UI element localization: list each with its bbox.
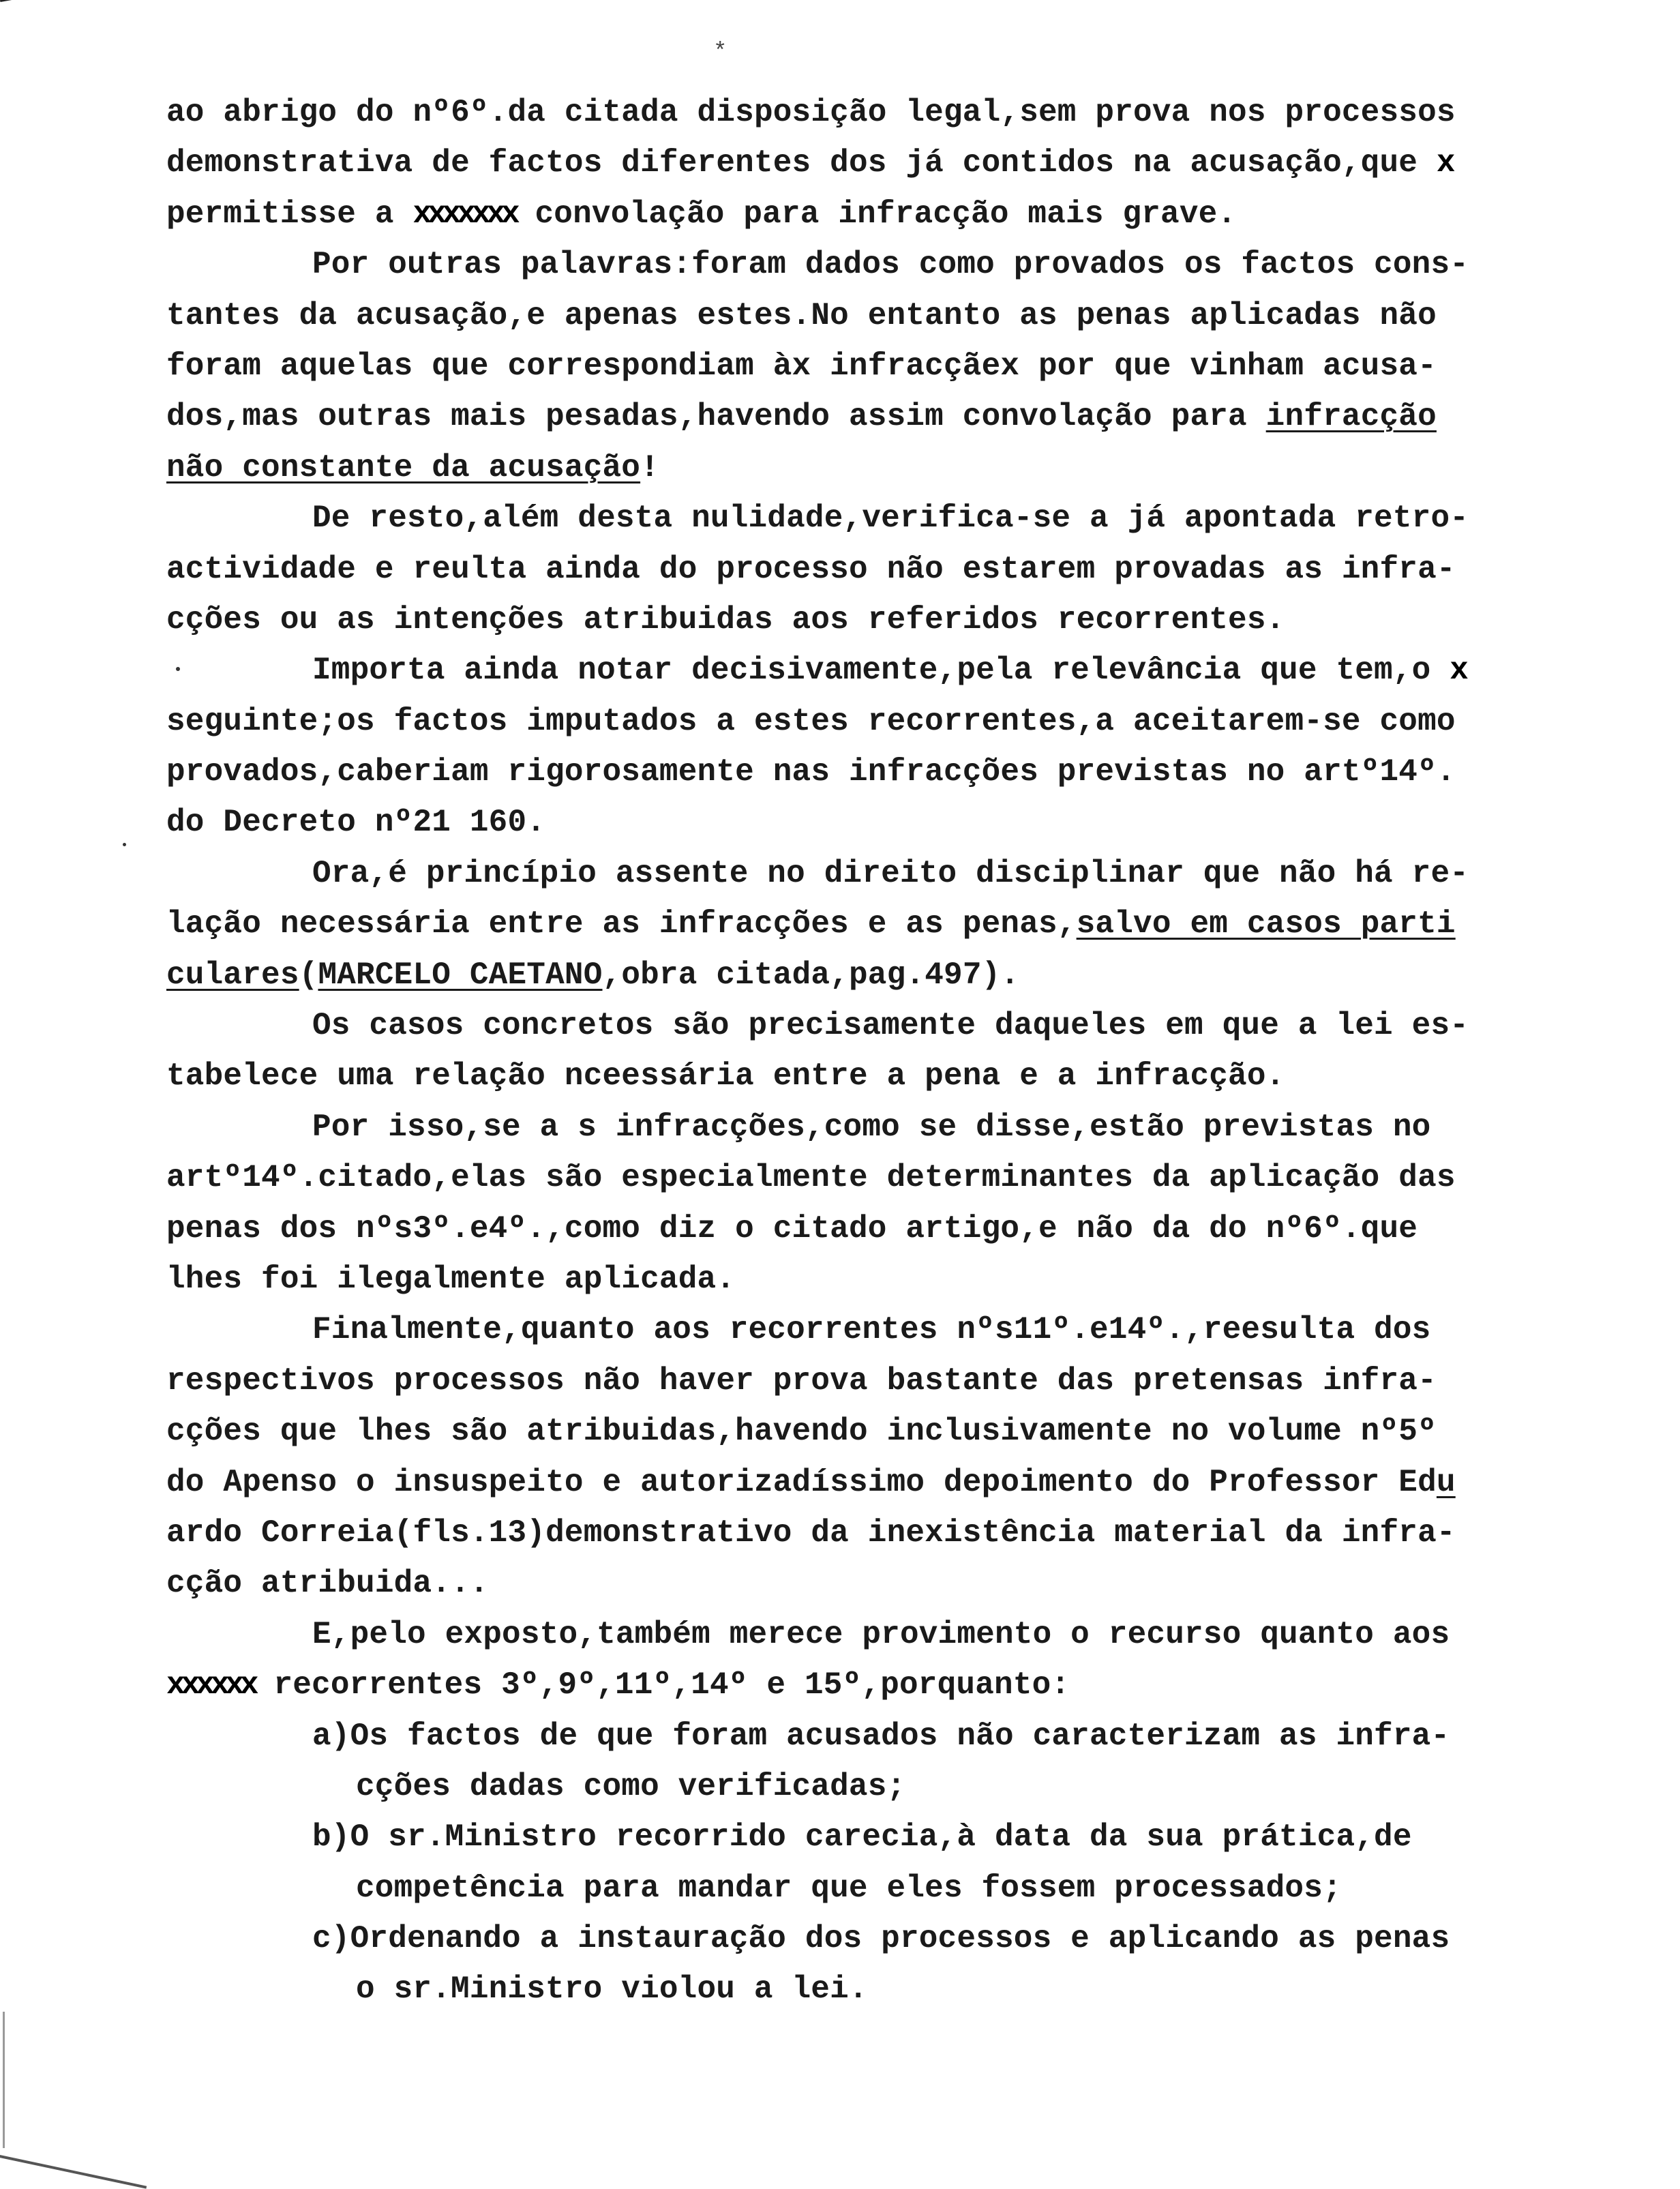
- text-line: [166, 696, 1591, 747]
- text-line: [166, 645, 1591, 696]
- line-text: recorrentes 3º,9º,11º,14º e 15º,porquanto:: [254, 1667, 1070, 1703]
- line-text: permitisse a: [166, 196, 413, 232]
- text-line: [166, 1204, 1591, 1254]
- page-mark: *: [713, 40, 728, 65]
- struck-out-text: x: [1436, 145, 1452, 181]
- line-text: Importa ainda notar decisivamente,pela relevância que tem,o: [312, 653, 1450, 689]
- scan-edge-mark: [3, 2012, 5, 2148]
- text-line: [166, 1254, 1591, 1305]
- text-line: [166, 797, 1591, 848]
- line-text: lação necessária entre as infracções e as penas,: [166, 906, 1077, 942]
- struck-out-text: xxxxxxx: [412, 196, 516, 232]
- line-text: (: [299, 957, 318, 993]
- line-text: ,obra citada,pag.497).: [602, 957, 1020, 993]
- text-line: [166, 848, 1591, 899]
- line-text: seguinte;os factos imputados a estes recorrentes,a aceitarem-se como: [166, 703, 1456, 739]
- struck-out-text: xxxxxx: [166, 1667, 255, 1703]
- text-line: [166, 138, 1591, 188]
- text-line: [166, 1152, 1591, 1203]
- line-text: o sr.Ministro violou a lei.: [356, 1971, 868, 2008]
- text-line: [166, 1964, 1591, 2014]
- line-text: Os casos concretos são precisamente daqueles em que a lei es-: [312, 1008, 1469, 1044]
- scan-corner-mark: [0, 0, 61, 2]
- text-line: [166, 1660, 1591, 1710]
- line-text: a)Os factos de que foram acusados não caracterizam as infra-: [312, 1718, 1450, 1754]
- line-text: ao abrigo do nº6º.da citada disposição legal,sem prova nos processos: [166, 95, 1456, 130]
- line-text: c)Ordenando a instauração dos processos e aplicando as penas: [312, 1921, 1450, 1957]
- text-line: [166, 87, 1591, 138]
- text-line: [166, 1863, 1591, 1913]
- line-text: tabelece uma relação nceessária entre a pena e a infracção.: [166, 1058, 1285, 1094]
- text-line: [166, 544, 1591, 595]
- line-text: foram aquelas que correspondiam àx infracçãex por que vinham acusa-: [166, 348, 1437, 384]
- text-line: [166, 1406, 1591, 1457]
- line-text: cções ou as intenções atribuidas aos referidos recorrentes.: [166, 601, 1285, 638]
- line-text: De resto,além desta nulidade,verifica-se a já apontada retro-: [312, 501, 1469, 537]
- text-line: [166, 391, 1591, 442]
- underlined-text: u: [1436, 1464, 1456, 1500]
- line-text: b)O sr.Ministro recorrido carecia,à data da sua prática,de: [312, 1819, 1412, 1856]
- line-text: demonstrativa de factos diferentes dos já contidos na acusação,que: [166, 145, 1437, 181]
- line-text: competência para mandar que eles fossem processados;: [356, 1870, 1342, 1906]
- text-line: [166, 1356, 1591, 1406]
- text-line: [166, 1609, 1591, 1660]
- line-text: actividade e reulta ainda do processo não estarem provadas as infra-: [166, 551, 1456, 587]
- text-line: [166, 1508, 1591, 1558]
- line-text: penas dos nºs3º.e4º.,como diz o citado artigo,e não da do nº6º.que: [166, 1210, 1418, 1247]
- text-line: [166, 1711, 1591, 1761]
- text-line: [166, 950, 1591, 1000]
- underlined-text: infracção: [1265, 399, 1437, 435]
- line-text: tantes da acusação,e apenas estes.No entanto as penas aplicadas não: [166, 297, 1437, 333]
- line-text: dos,mas outras mais pesadas,havendo assim convolação para: [166, 399, 1266, 435]
- underlined-text: MARCELO CAETANO: [318, 957, 603, 993]
- text-line: [166, 189, 1591, 239]
- text-line: [166, 747, 1591, 797]
- line-text: do Decreto nº21 160.: [166, 805, 546, 841]
- text-line: [166, 899, 1591, 949]
- text-line: [166, 1102, 1591, 1152]
- text-line: [166, 1812, 1591, 1862]
- underlined-text: culares: [166, 957, 299, 993]
- document-body: [166, 87, 1591, 2015]
- line-text: do Apenso o insuspeito e autorizadíssimo depoimento do Professor Ed: [166, 1464, 1437, 1500]
- line-text: cções dadas como verificadas;: [356, 1768, 906, 1804]
- text-line: [166, 1000, 1591, 1051]
- line-text: ardo Correia(fls.13)demonstrativo da inexistência material da infra-: [166, 1515, 1456, 1551]
- text-line: [166, 1913, 1591, 1964]
- line-text: Ora,é princípio assente no direito disciplinar que não há re-: [312, 855, 1469, 891]
- text-line: [166, 239, 1591, 290]
- line-text: cções que lhes são atribuidas,havendo inclusivamente no volume nº5º: [166, 1414, 1437, 1450]
- text-line: [166, 595, 1591, 645]
- line-text: Finalmente,quanto aos recorrentes nºs11º.e14º.,reesulta dos: [312, 1312, 1431, 1348]
- line-text: Por isso,se a s infracções,como se disse,estão previstas no: [312, 1109, 1431, 1145]
- line-text: lhes foi ilegalmente aplicada.: [166, 1261, 736, 1297]
- scan-speck: [123, 843, 126, 846]
- text-line: [166, 1558, 1591, 1609]
- text-line: [166, 1457, 1591, 1508]
- line-text: !: [640, 449, 659, 486]
- line-text: provados,caberiam rigorosamente nas infracções previstas no artº14º.: [166, 754, 1456, 790]
- line-text: respectivos processos não haver prova bastante das pretensas infra-: [166, 1362, 1437, 1399]
- text-line: [166, 341, 1591, 391]
- text-line: [166, 443, 1591, 493]
- text-line: [166, 1051, 1591, 1101]
- underlined-text: salvo em casos parti: [1076, 906, 1456, 942]
- line-text: E,pelo exposto,também merece provimento o recurso quanto aos: [312, 1616, 1450, 1652]
- line-text: artº14º.citado,elas são especialmente determinantes da aplicação das: [166, 1160, 1456, 1196]
- struck-out-text: x: [1450, 653, 1465, 689]
- underlined-text: não constante da acusação: [166, 449, 641, 486]
- text-line: [166, 493, 1591, 543]
- text-line: [166, 291, 1591, 341]
- text-line: [166, 1761, 1591, 1812]
- line-text: convolação para infracção mais grave.: [515, 196, 1237, 232]
- scan-corner-mark: [0, 2155, 147, 2189]
- line-text: cção atribuida...: [166, 1566, 489, 1602]
- text-line: [166, 1305, 1591, 1355]
- line-text: Por outras palavras:foram dados como provados os factos cons-: [312, 247, 1469, 283]
